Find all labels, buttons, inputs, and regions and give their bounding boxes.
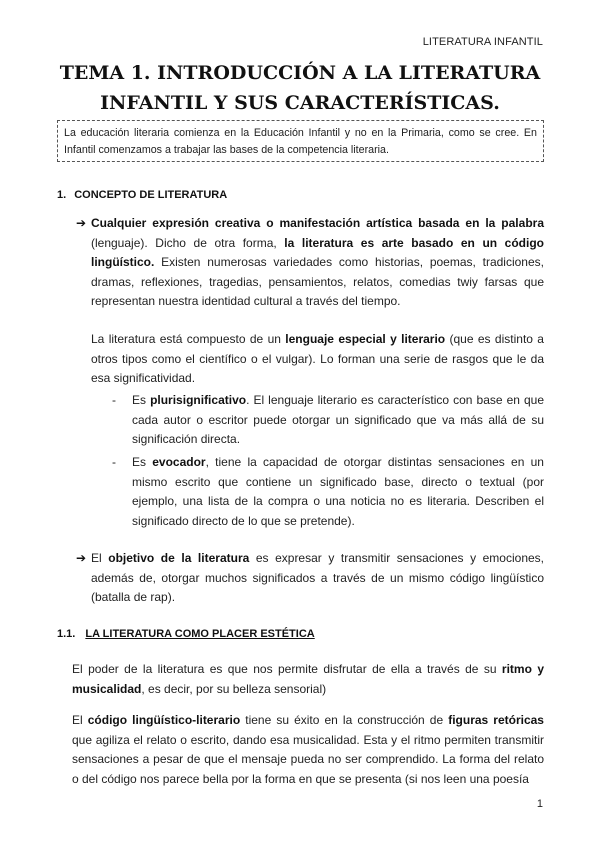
intro-box: La educación literaria comienza en la Educación Infantil y no en la Primaria, como se cree. En Infantil comenzamos a trabajar las bases de la competencia literaria. — [57, 120, 544, 162]
section-1-heading — [57, 189, 227, 201]
objective-paragraph — [76, 549, 544, 608]
pleasure-paragraph: El poder de la literatura es que nos permite disfrutar de ella a través de su ritmo y musicalidad, es decir, por su belleza sensorial) — [72, 662, 544, 696]
running-header: LITERATURA INFANTIL — [422, 36, 543, 48]
language-paragraph: La literatura está compuesto de un lenguaje especial y literario (que es distinto a otros tipos como el científico o el vulgar). Lo forman una serie de rasgos que le da esa significatividad. — [91, 332, 544, 385]
list-item-text: Es plurisignificativo. El lenguaje literario es característico con base en que cada autor o escritor puede otorgar un significado que va más allá de su significación directa. — [132, 393, 545, 446]
list-item-evocador — [112, 453, 544, 531]
document-title — [40, 58, 560, 118]
list-item-text: Es evocador, tiene la capacidad de otorgar distintas sensaciones en un mismo escrito que contiene un significado base, directo o textual (por ejemplo, una lista de la compra o una noticia no es literaria. Describen el significado directo de lo que se pretende). — [132, 455, 544, 528]
code-paragraph: El código lingüístico-literario tiene su éxito en la construcción de figuras retóricas que agiliza el relato o escrito, dando esa musicalidad. Esta y el ritmo permiten transmitir sensaciones a pesar de que el mensaje pueda no ser comprendido. La forma del relato o del código nos parece bella por la forma en que se presenta (si nos leen una poesía — [72, 713, 544, 786]
dash-bullet-icon: - — [112, 455, 116, 469]
arrow-bullet-icon: ➔ — [76, 216, 87, 230]
objective-text: El objetivo de la literatura es expresar y transmitir sensaciones y emociones, además de, otorgar muchos significados a través de un mismo código lingüístico (batalla de rap). — [91, 551, 544, 604]
page-number: 1 — [536, 798, 543, 810]
arrow-bullet-icon: ➔ — [76, 551, 87, 565]
title-line-2: INFANTIL Y SUS CARACTERÍSTICAS. — [100, 92, 500, 114]
title-line-1: TEMA 1. INTRODUCCIÓN A LA LITERATURA — [59, 62, 541, 84]
dash-bullet-icon: - — [112, 393, 116, 407]
section-1-title: CONCEPTO DE LITERATURA — [74, 189, 228, 201]
definition-text: Cualquier expresión creativa o manifestación artística basada en la palabra (lenguaje). Dicho de otra forma, la literatura es arte basado en un código lingüístico. Existen numerosas variedades como historias, poemas, tradiciones, dramas, reflexiones, tragedias, pensamientos, relatos, comedias twiy farsas que representan nuestra identidad cultural a través del tiempo. — [91, 216, 545, 308]
section-1-1-heading — [57, 628, 315, 640]
section-1-1-title: LA LITERATURA COMO PLACER ESTÉTICA — [85, 628, 315, 640]
section-1-number: 1. — [57, 189, 67, 201]
section-1-1-number: 1.1. — [57, 628, 76, 640]
definition-paragraph — [76, 214, 544, 312]
list-item-plurisignificativo — [112, 391, 544, 450]
